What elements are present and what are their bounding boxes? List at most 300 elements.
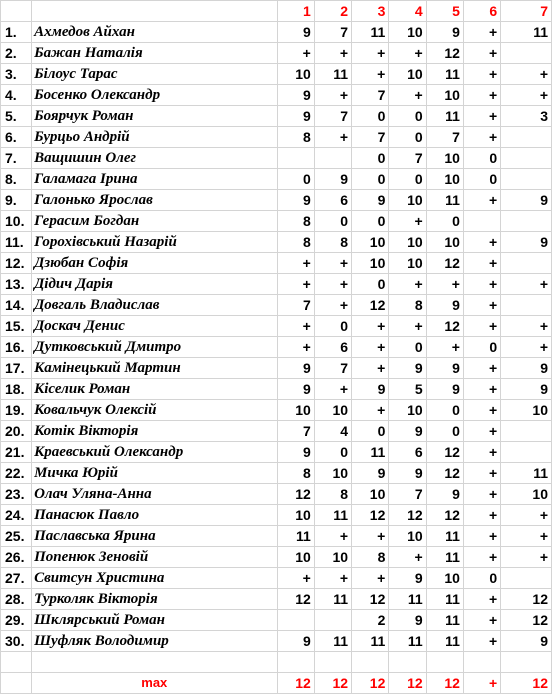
row-number[interactable]: 2. [1, 43, 32, 64]
score-cell[interactable] [501, 148, 552, 169]
score-cell[interactable]: + [463, 505, 500, 526]
score-cell[interactable]: 9 [389, 568, 426, 589]
score-cell[interactable]: 0 [426, 211, 463, 232]
score-cell[interactable]: + [314, 379, 351, 400]
student-name[interactable]: Білоус Тарас [32, 64, 277, 85]
row-number[interactable]: 13. [1, 274, 32, 295]
row-number[interactable]: 15. [1, 316, 32, 337]
score-cell[interactable]: 9 [352, 379, 389, 400]
score-cell[interactable]: 11 [352, 442, 389, 463]
row-number[interactable]: 24. [1, 505, 32, 526]
score-cell[interactable]: 11 [352, 22, 389, 43]
score-cell[interactable]: 10 [389, 253, 426, 274]
header-cell-num[interactable] [1, 1, 32, 22]
score-cell[interactable]: 7 [314, 22, 351, 43]
student-name[interactable]: Дідич Дарія [32, 274, 277, 295]
score-cell[interactable]: 9 [277, 85, 314, 106]
score-cell[interactable]: 0 [426, 400, 463, 421]
student-name[interactable]: Галонько Ярослав [32, 190, 277, 211]
score-cell[interactable]: 9 [389, 610, 426, 631]
score-cell[interactable]: 9 [277, 442, 314, 463]
score-cell[interactable]: 9 [314, 169, 351, 190]
score-cell[interactable]: + [463, 316, 500, 337]
score-cell[interactable]: + [463, 442, 500, 463]
score-cell[interactable]: + [501, 547, 552, 568]
score-cell[interactable]: + [277, 337, 314, 358]
empty-cell[interactable] [426, 652, 463, 673]
score-cell[interactable]: + [352, 526, 389, 547]
score-cell[interactable]: 12 [352, 295, 389, 316]
score-cell[interactable]: 10 [426, 232, 463, 253]
score-cell[interactable]: + [352, 64, 389, 85]
score-cell[interactable]: 9 [426, 358, 463, 379]
score-cell[interactable]: 10 [314, 400, 351, 421]
score-cell[interactable]: 8 [277, 211, 314, 232]
max-value[interactable]: 12 [352, 673, 389, 694]
score-cell[interactable]: + [314, 274, 351, 295]
score-cell[interactable]: + [463, 547, 500, 568]
score-cell[interactable]: 9 [426, 484, 463, 505]
score-cell[interactable]: 10 [426, 169, 463, 190]
student-name[interactable]: Мичка Юрій [32, 463, 277, 484]
score-cell[interactable] [501, 43, 552, 64]
score-cell[interactable]: + [352, 316, 389, 337]
score-cell[interactable]: 8 [277, 463, 314, 484]
score-cell[interactable]: 9 [501, 190, 552, 211]
student-name[interactable]: Горохівський Назарій [32, 232, 277, 253]
student-name[interactable]: Ахмедов Айхан [32, 22, 277, 43]
score-cell[interactable]: + [277, 316, 314, 337]
score-cell[interactable]: 10 [314, 463, 351, 484]
student-name[interactable]: Кiселик Роман [32, 379, 277, 400]
score-cell[interactable] [277, 610, 314, 631]
student-name[interactable]: Бажан Наталія [32, 43, 277, 64]
score-cell[interactable]: + [463, 85, 500, 106]
score-cell[interactable] [501, 421, 552, 442]
score-cell[interactable]: 11 [426, 589, 463, 610]
row-number[interactable]: 22. [1, 463, 32, 484]
score-cell[interactable]: + [463, 43, 500, 64]
row-number[interactable]: 14. [1, 295, 32, 316]
student-name[interactable]: Панасюк Павло [32, 505, 277, 526]
score-cell[interactable]: 7 [277, 421, 314, 442]
score-cell[interactable]: + [463, 631, 500, 652]
score-cell[interactable]: + [463, 589, 500, 610]
score-cell[interactable]: 12 [426, 463, 463, 484]
score-cell[interactable]: 9 [389, 358, 426, 379]
score-cell[interactable]: 0 [463, 169, 500, 190]
score-cell[interactable] [501, 253, 552, 274]
score-cell[interactable]: + [277, 43, 314, 64]
empty-cell[interactable] [389, 652, 426, 673]
score-cell[interactable]: 11 [426, 190, 463, 211]
score-cell[interactable]: 8 [352, 547, 389, 568]
score-cell[interactable]: 11 [352, 631, 389, 652]
score-cell[interactable]: 9 [501, 358, 552, 379]
score-cell[interactable]: 0 [389, 106, 426, 127]
score-cell[interactable]: 12 [352, 589, 389, 610]
score-cell[interactable]: + [389, 85, 426, 106]
score-cell[interactable]: 10 [389, 190, 426, 211]
score-cell[interactable]: 11 [277, 526, 314, 547]
student-row [1, 64, 552, 85]
row-number[interactable]: 25. [1, 526, 32, 547]
column-header[interactable]: 4 [389, 1, 426, 22]
student-name[interactable]: Дзюбан Софія [32, 253, 277, 274]
score-cell[interactable]: 9 [501, 232, 552, 253]
score-cell[interactable]: 7 [352, 127, 389, 148]
score-cell[interactable]: 9 [352, 190, 389, 211]
score-cell[interactable]: 0 [352, 106, 389, 127]
score-cell[interactable]: + [463, 421, 500, 442]
score-cell[interactable]: 10 [426, 568, 463, 589]
score-cell[interactable]: 7 [352, 85, 389, 106]
score-cell[interactable]: 7 [314, 106, 351, 127]
score-cell[interactable]: 10 [426, 85, 463, 106]
score-cell[interactable]: 0 [352, 148, 389, 169]
score-cell[interactable]: 11 [389, 589, 426, 610]
score-cell[interactable]: 8 [314, 232, 351, 253]
score-cell[interactable]: 9 [426, 379, 463, 400]
score-cell[interactable]: 12 [501, 589, 552, 610]
score-cell[interactable]: + [389, 211, 426, 232]
score-cell[interactable]: + [426, 337, 463, 358]
score-cell[interactable]: + [352, 337, 389, 358]
score-cell[interactable]: 0 [352, 421, 389, 442]
score-cell[interactable]: 0 [352, 169, 389, 190]
score-cell[interactable]: 10 [352, 253, 389, 274]
score-cell[interactable]: 0 [389, 169, 426, 190]
score-cell[interactable]: 9 [277, 190, 314, 211]
score-cell[interactable]: 7 [389, 148, 426, 169]
score-cell[interactable]: 10 [277, 64, 314, 85]
score-cell[interactable]: + [389, 316, 426, 337]
score-cell[interactable]: 7 [314, 358, 351, 379]
score-cell[interactable]: 9 [426, 22, 463, 43]
student-name[interactable]: Доскач Денис [32, 316, 277, 337]
row-number[interactable]: 7. [1, 148, 32, 169]
score-cell[interactable]: 8 [277, 127, 314, 148]
score-cell[interactable] [277, 148, 314, 169]
score-cell[interactable]: 12 [277, 484, 314, 505]
score-cell[interactable]: 8 [389, 295, 426, 316]
score-cell[interactable]: 9 [501, 379, 552, 400]
score-cell[interactable]: 11 [314, 589, 351, 610]
column-header[interactable]: 6 [463, 1, 500, 22]
score-cell[interactable]: 12 [501, 610, 552, 631]
score-cell[interactable]: 10 [277, 505, 314, 526]
score-cell[interactable]: 2 [352, 610, 389, 631]
student-name[interactable]: Камінецький Мартин [32, 358, 277, 379]
column-header[interactable]: 2 [314, 1, 351, 22]
score-cell[interactable]: 10 [352, 484, 389, 505]
score-cell[interactable]: + [463, 400, 500, 421]
max-label[interactable]: max [32, 673, 277, 694]
score-cell[interactable] [463, 211, 500, 232]
score-cell[interactable]: 8 [277, 232, 314, 253]
score-cell[interactable]: 11 [426, 631, 463, 652]
score-cell[interactable]: 7 [277, 295, 314, 316]
row-number[interactable]: 21. [1, 442, 32, 463]
student-name[interactable]: Попенюк Зеновій [32, 547, 277, 568]
score-cell[interactable]: + [463, 358, 500, 379]
score-cell[interactable]: 9 [501, 631, 552, 652]
score-cell[interactable]: + [501, 64, 552, 85]
row-number[interactable]: 12. [1, 253, 32, 274]
score-cell[interactable]: 0 [277, 169, 314, 190]
score-cell[interactable]: 0 [426, 421, 463, 442]
score-cell[interactable]: 0 [314, 211, 351, 232]
max-value[interactable]: 12 [426, 673, 463, 694]
empty-cell[interactable] [32, 652, 277, 673]
row-number[interactable]: 11. [1, 232, 32, 253]
score-cell[interactable]: 9 [277, 22, 314, 43]
score-cell[interactable]: 11 [314, 631, 351, 652]
score-cell[interactable]: 12 [426, 316, 463, 337]
column-header[interactable]: 3 [352, 1, 389, 22]
score-cell[interactable] [501, 211, 552, 232]
score-cell[interactable]: + [314, 295, 351, 316]
student-name[interactable]: Свитсун Христина [32, 568, 277, 589]
score-cell[interactable]: + [463, 484, 500, 505]
score-cell[interactable]: + [463, 610, 500, 631]
student-name[interactable]: Олач Уляна-Анна [32, 484, 277, 505]
score-cell[interactable]: 11 [426, 106, 463, 127]
row-number[interactable]: 8. [1, 169, 32, 190]
score-cell[interactable]: + [314, 253, 351, 274]
student-name[interactable]: Котік Вікторія [32, 421, 277, 442]
student-row [1, 379, 552, 400]
score-cell[interactable]: 12 [389, 505, 426, 526]
score-cell[interactable]: 3 [501, 106, 552, 127]
score-cell[interactable]: + [314, 526, 351, 547]
score-cell[interactable]: 0 [389, 337, 426, 358]
score-cell[interactable]: + [463, 106, 500, 127]
student-name[interactable]: Краевський Олександр [32, 442, 277, 463]
empty-cell[interactable] [501, 652, 552, 673]
score-cell[interactable]: + [389, 274, 426, 295]
score-cell[interactable]: 0 [352, 211, 389, 232]
score-cell[interactable]: 9 [277, 379, 314, 400]
row-number[interactable]: 16. [1, 337, 32, 358]
student-name[interactable]: Довгаль Владислав [32, 295, 277, 316]
row-number[interactable]: 9. [1, 190, 32, 211]
score-cell[interactable] [501, 169, 552, 190]
score-cell[interactable]: + [463, 190, 500, 211]
score-cell[interactable]: 7 [426, 127, 463, 148]
row-number[interactable]: 5. [1, 106, 32, 127]
score-cell[interactable]: + [314, 85, 351, 106]
score-cell[interactable]: 12 [277, 589, 314, 610]
max-row-num-cell[interactable] [1, 673, 32, 694]
score-cell[interactable]: 9 [277, 358, 314, 379]
score-cell[interactable]: + [277, 568, 314, 589]
row-number[interactable]: 17. [1, 358, 32, 379]
score-cell[interactable]: + [352, 400, 389, 421]
header-cell-name[interactable] [32, 1, 277, 22]
empty-cell[interactable] [314, 652, 351, 673]
student-row [1, 106, 552, 127]
score-cell[interactable]: 10 [501, 484, 552, 505]
empty-cell[interactable] [463, 652, 500, 673]
score-cell[interactable]: 9 [277, 631, 314, 652]
score-cell[interactable] [501, 295, 552, 316]
student-name[interactable]: Ковальчук Олексій [32, 400, 277, 421]
score-cell[interactable]: + [389, 547, 426, 568]
score-cell[interactable]: 0 [463, 148, 500, 169]
score-cell[interactable]: 10 [501, 400, 552, 421]
score-cell[interactable]: 11 [314, 64, 351, 85]
score-cell[interactable]: 11 [426, 610, 463, 631]
score-cell[interactable]: 11 [426, 547, 463, 568]
row-number[interactable]: 1. [1, 22, 32, 43]
score-cell[interactable]: + [426, 274, 463, 295]
score-cell[interactable]: 6 [389, 442, 426, 463]
student-name[interactable]: Ващишин Олег [32, 148, 277, 169]
score-cell[interactable]: 11 [426, 64, 463, 85]
score-cell[interactable]: + [352, 43, 389, 64]
row-number[interactable]: 18. [1, 379, 32, 400]
score-cell[interactable] [314, 610, 351, 631]
score-cell[interactable]: 5 [389, 379, 426, 400]
score-cell[interactable]: + [501, 526, 552, 547]
score-cell[interactable]: 7 [389, 484, 426, 505]
empty-cell[interactable] [277, 652, 314, 673]
max-value[interactable]: + [463, 673, 500, 694]
row-number[interactable]: 19. [1, 400, 32, 421]
row-number[interactable]: 28. [1, 589, 32, 610]
score-cell[interactable]: 9 [277, 106, 314, 127]
score-cell[interactable]: 12 [426, 505, 463, 526]
score-cell[interactable]: + [463, 253, 500, 274]
score-cell[interactable]: + [352, 568, 389, 589]
student-name[interactable]: Бурцьо Андрій [32, 127, 277, 148]
score-cell[interactable]: 10 [389, 232, 426, 253]
student-name[interactable]: Герасим Богдан [32, 211, 277, 232]
column-header[interactable]: 5 [426, 1, 463, 22]
score-cell[interactable]: 9 [389, 421, 426, 442]
score-cell[interactable]: 4 [314, 421, 351, 442]
student-name[interactable]: Шуфляк Володимир [32, 631, 277, 652]
score-cell[interactable]: 10 [389, 526, 426, 547]
score-cell[interactable]: 11 [501, 22, 552, 43]
score-cell[interactable]: 12 [352, 505, 389, 526]
score-cell[interactable]: 10 [352, 232, 389, 253]
score-cell[interactable]: 0 [352, 274, 389, 295]
score-cell[interactable]: + [463, 295, 500, 316]
max-value[interactable]: 12 [277, 673, 314, 694]
row-number[interactable]: 23. [1, 484, 32, 505]
score-cell[interactable]: 11 [314, 505, 351, 526]
score-cell[interactable]: 6 [314, 190, 351, 211]
score-cell[interactable]: 10 [314, 547, 351, 568]
score-cell[interactable]: + [352, 358, 389, 379]
score-cell[interactable]: 12 [426, 43, 463, 64]
score-cell[interactable] [501, 568, 552, 589]
row-number[interactable]: 6. [1, 127, 32, 148]
score-cell[interactable]: + [463, 526, 500, 547]
row-number[interactable]: 4. [1, 85, 32, 106]
column-header[interactable]: 7 [501, 1, 552, 22]
score-cell[interactable]: 10 [389, 64, 426, 85]
score-cell[interactable]: 0 [314, 316, 351, 337]
row-number[interactable]: 29. [1, 610, 32, 631]
student-name[interactable]: Паславська Ярина [32, 526, 277, 547]
student-name[interactable]: Турколяк Вікторія [32, 589, 277, 610]
score-cell[interactable]: 11 [426, 526, 463, 547]
score-cell[interactable]: 10 [389, 400, 426, 421]
student-name[interactable]: Босенко Олександр [32, 85, 277, 106]
score-cell[interactable]: + [277, 253, 314, 274]
student-name[interactable]: Дутковський Дмитро [32, 337, 277, 358]
score-cell[interactable]: 10 [277, 547, 314, 568]
student-name[interactable]: Боярчук Роман [32, 106, 277, 127]
score-cell[interactable]: + [314, 127, 351, 148]
score-cell[interactable]: 0 [389, 127, 426, 148]
max-value[interactable]: 12 [314, 673, 351, 694]
score-cell[interactable]: + [314, 568, 351, 589]
score-cell[interactable]: + [389, 43, 426, 64]
score-cell[interactable]: + [463, 232, 500, 253]
score-cell[interactable]: + [463, 64, 500, 85]
score-cell[interactable]: 8 [314, 484, 351, 505]
score-cell[interactable]: 12 [426, 253, 463, 274]
empty-cell[interactable] [352, 652, 389, 673]
score-cell[interactable]: 11 [389, 631, 426, 652]
score-cell[interactable]: 10 [277, 400, 314, 421]
score-cell[interactable]: 10 [426, 148, 463, 169]
score-cell[interactable]: 11 [501, 463, 552, 484]
score-cell[interactable]: 12 [426, 442, 463, 463]
score-cell[interactable]: 0 [314, 442, 351, 463]
score-cell[interactable]: + [501, 85, 552, 106]
score-cell[interactable]: + [501, 274, 552, 295]
score-cell[interactable]: 9 [389, 463, 426, 484]
student-name[interactable]: Галамага Ірина [32, 169, 277, 190]
score-cell[interactable]: + [501, 505, 552, 526]
row-number[interactable]: 27. [1, 568, 32, 589]
score-cell[interactable]: + [463, 274, 500, 295]
score-cell[interactable]: 6 [314, 337, 351, 358]
max-value[interactable]: 12 [501, 673, 552, 694]
score-cell[interactable]: + [463, 127, 500, 148]
score-cell[interactable]: 9 [352, 463, 389, 484]
score-cell[interactable]: 9 [426, 295, 463, 316]
score-cell[interactable]: + [463, 379, 500, 400]
row-number[interactable]: 3. [1, 64, 32, 85]
max-value[interactable]: 12 [389, 673, 426, 694]
row-number[interactable]: 20. [1, 421, 32, 442]
score-cell[interactable] [314, 148, 351, 169]
row-number[interactable]: 10. [1, 211, 32, 232]
score-cell[interactable]: 0 [463, 337, 500, 358]
empty-cell[interactable] [1, 652, 32, 673]
score-cell[interactable]: + [501, 316, 552, 337]
score-cell[interactable]: 0 [463, 568, 500, 589]
student-name[interactable]: Шклярський Роман [32, 610, 277, 631]
score-cell[interactable]: + [463, 22, 500, 43]
row-number[interactable]: 30. [1, 631, 32, 652]
score-cell[interactable]: + [314, 43, 351, 64]
score-cell[interactable] [501, 127, 552, 148]
row-number[interactable]: 26. [1, 547, 32, 568]
score-cell[interactable]: + [277, 274, 314, 295]
column-header[interactable]: 1 [277, 1, 314, 22]
score-cell[interactable]: 10 [389, 22, 426, 43]
score-cell[interactable]: + [463, 463, 500, 484]
score-cell[interactable] [501, 442, 552, 463]
score-cell[interactable]: + [501, 337, 552, 358]
